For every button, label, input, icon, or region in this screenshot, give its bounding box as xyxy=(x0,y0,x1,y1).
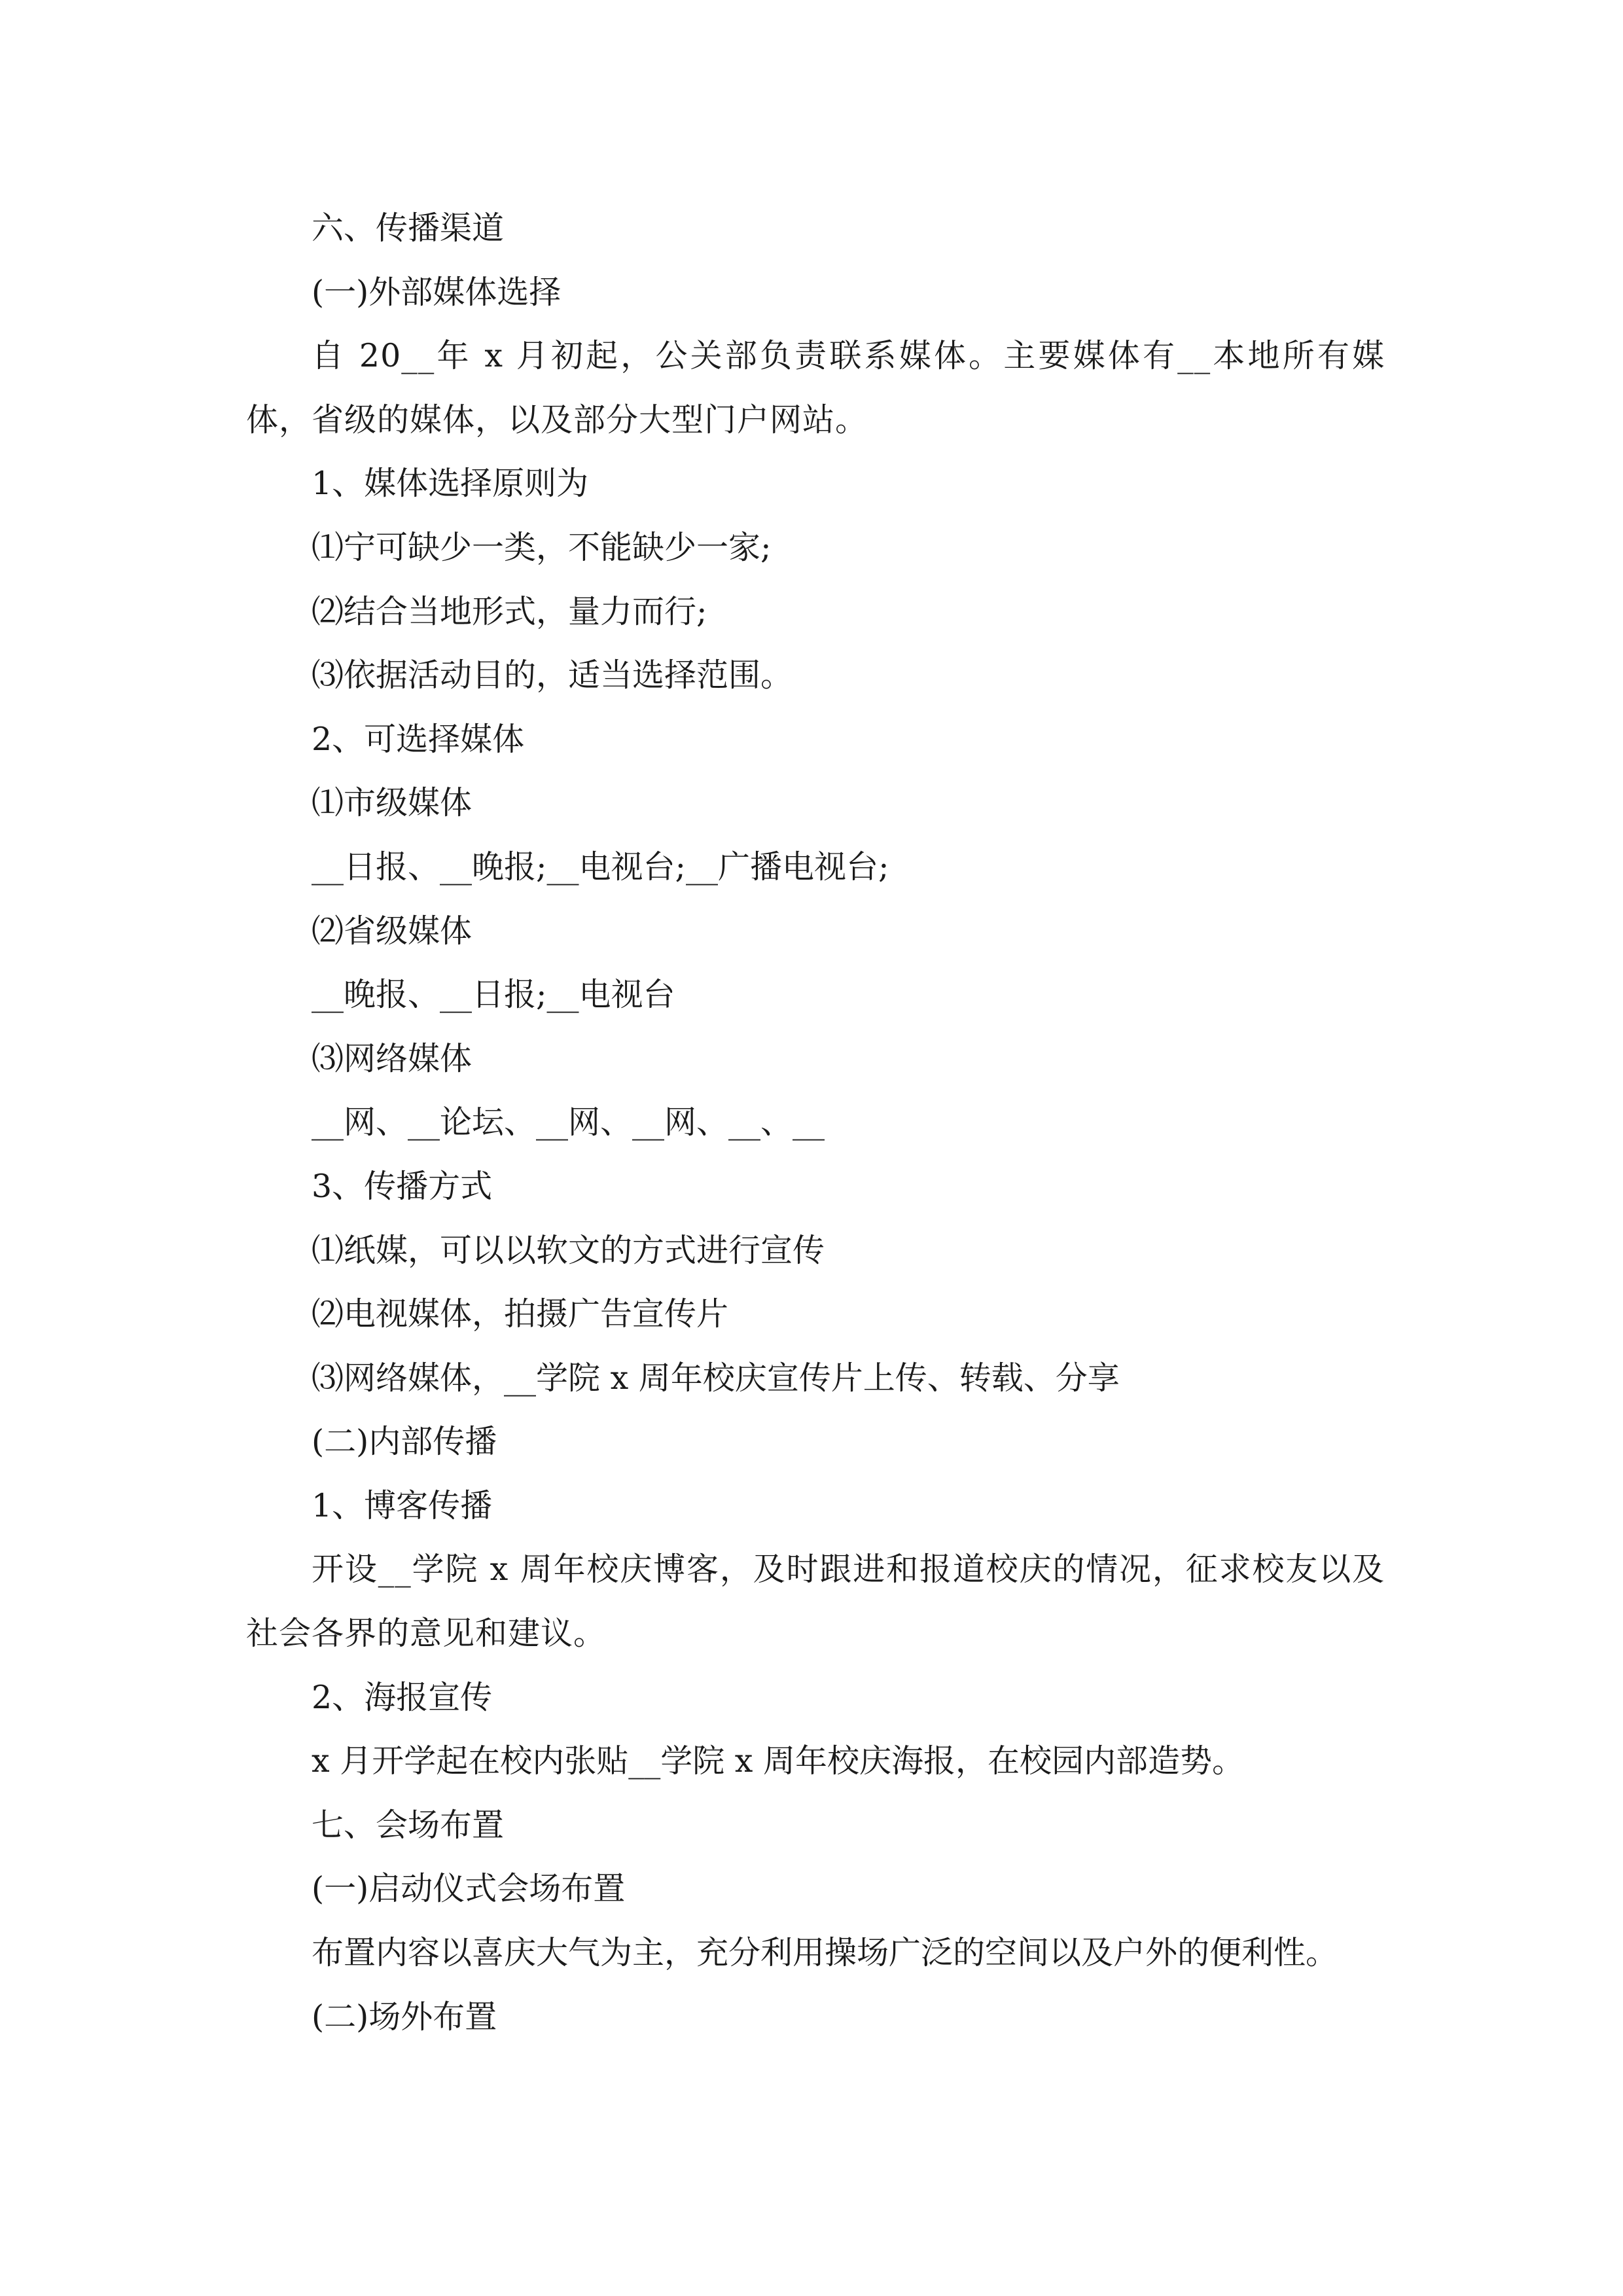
list-item: ⑴市级媒体 xyxy=(312,784,473,822)
list-item: ⑵省级媒体 xyxy=(312,912,473,950)
subsection-heading-launch-venue: (一)启动仪式会场布置 xyxy=(312,1870,626,1908)
list-item: ⑵结合当地形式，量力而行; xyxy=(312,592,707,630)
subsection-heading-external-media: (一)外部媒体选择 xyxy=(312,273,562,311)
list-item: ⑶网络媒体 xyxy=(312,1039,473,1077)
paragraph-blog: 开设__学院 x 周年校庆博客，及时跟进和报道校庆的情况，征求校友以及社会各界的意见和建议。 xyxy=(246,1551,1385,1653)
list-item: ⑶网络媒体，__学院 x 周年校庆宣传片上传、转载、分享 xyxy=(312,1359,1120,1397)
list-item-detail: __网、__论坛、__网、__网、__、__ xyxy=(312,1103,825,1141)
list-item-detail: __晚报、__日报;__电视台 xyxy=(312,976,675,1014)
document-body xyxy=(246,196,1385,2049)
list-item: ⑴纸媒，可以以软文的方式进行宣传 xyxy=(312,1231,825,1269)
list-item: ⑴宁可缺少一类，不能缺少一家; xyxy=(312,528,772,566)
subsection-heading-internal: (二)内部传播 xyxy=(312,1423,497,1461)
subsection-heading-outdoor: (二)场外布置 xyxy=(312,1998,497,2036)
section-heading-6: 六、传播渠道 xyxy=(312,209,505,247)
paragraph-media-contact: 自 20__年 x 月初起，公关部负责联系媒体。主要媒体有__本地所有媒体，省级的媒体，以及部分大型门户网站。 xyxy=(246,337,1385,439)
list-item: ⑶依据活动目的，适当选择范围。 xyxy=(312,656,793,694)
list-heading-dissemination-methods: 3、传播方式 xyxy=(312,1167,493,1205)
paragraph-venue: 布置内容以喜庆大气为主，充分利用操场广泛的空间以及户外的便利性。 xyxy=(312,1934,1338,1972)
paragraph-poster: x 月开学起在校内张贴__学院 x 周年校庆海报，在校园内部造势。 xyxy=(312,1742,1244,1780)
list-heading-selectable-media: 2、可选择媒体 xyxy=(312,720,525,758)
list-item-detail: __日报、__晚报;__电视台;__广播电视台; xyxy=(312,848,889,886)
list-item: ⑵电视媒体，拍摄广告宣传片 xyxy=(312,1295,729,1333)
list-heading-selection-principles: 1、媒体选择原则为 xyxy=(312,465,589,503)
section-heading-7: 七、会场布置 xyxy=(312,1806,505,1844)
list-heading-poster: 2、海报宣传 xyxy=(312,1678,493,1716)
list-heading-blog: 1、博客传播 xyxy=(312,1486,493,1524)
